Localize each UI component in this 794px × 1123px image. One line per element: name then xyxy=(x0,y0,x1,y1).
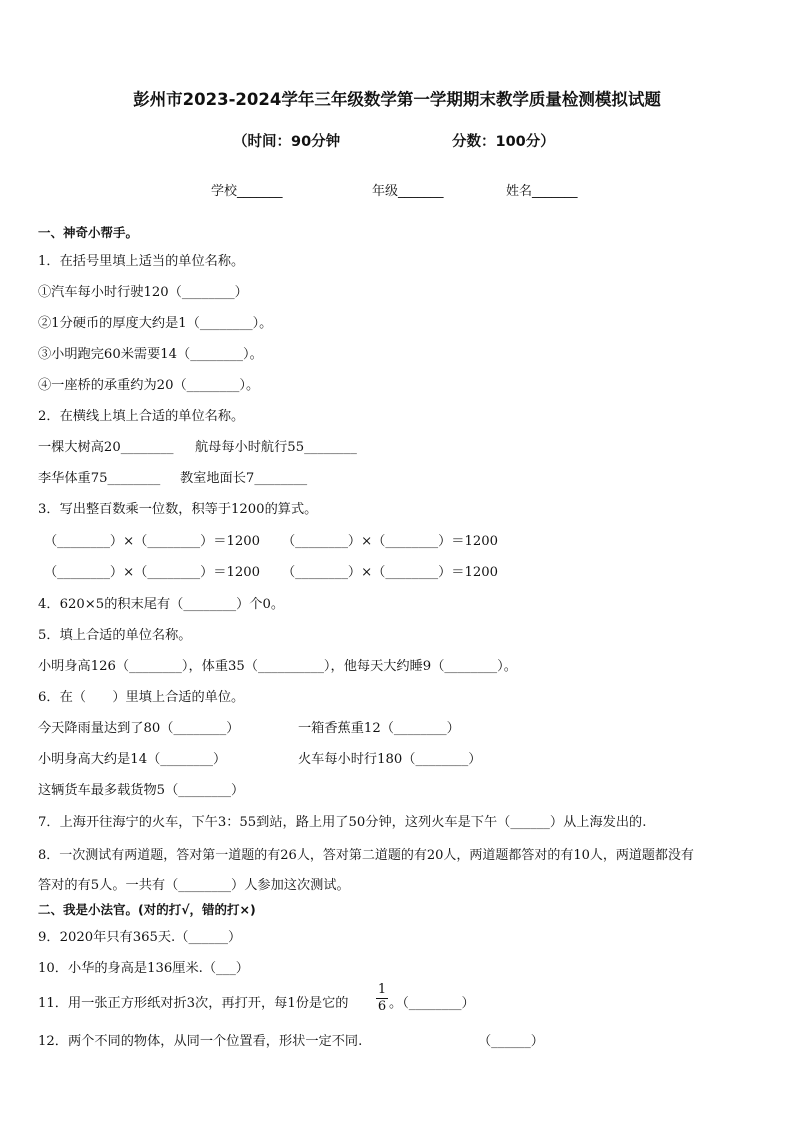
question-5-text: 小明身高126（________），体重35（__________），他每天大约睡9（________）。 xyxy=(38,659,517,674)
question-8-line-2: 答对的有5人。一共有（________）人参加这次测试。 xyxy=(38,878,350,893)
question-6-item-2: 一箱香蕉重12（________） xyxy=(298,721,460,736)
exam-score: 分数：100分） xyxy=(452,134,555,150)
question-2: 2．在横线上填上合适的单位名称。 xyxy=(38,409,245,424)
question-4: 4．620×5的积末尾有（________）个0。 xyxy=(38,597,285,612)
question-11-answer: 。（________） xyxy=(389,996,475,1011)
exam-time: （时间：90分钟 xyxy=(233,134,341,150)
question-6-item-4: 火车每小时行180（________） xyxy=(298,752,482,767)
school-field: 学校_______ xyxy=(211,184,283,199)
question-6-item-3: 小明身高大约是14（________） xyxy=(38,752,227,767)
question-3-eq-1: （________）×（________）＝1200 xyxy=(44,534,261,549)
fraction-denominator: 6 xyxy=(377,999,387,1014)
name-field: 姓名_______ xyxy=(506,184,578,199)
question-6-item-1: 今天降雨量达到了80（________） xyxy=(38,721,240,736)
page-title: 彭州市2023-2024学年三年级数学第一学期期末教学质量检测模拟试题 xyxy=(133,90,661,109)
question-1: 1．在括号里填上适当的单位名称。 xyxy=(38,254,245,269)
question-10: 10．小华的身高是136厘米.（___） xyxy=(38,961,249,976)
question-8-line-1: 8．一次测试有两道题，答对第一道题的有26人，答对第二道题的有20人，两道题都答对的有10人，两道题都没有 xyxy=(38,848,694,863)
question-2-item-4: 教室地面长7________ xyxy=(180,471,308,486)
question-1-item-3: ③小明跑完60米需要14（________）。 xyxy=(38,347,263,362)
question-12: 12．两个不同的物体，从同一个位置看，形状一定不同. xyxy=(38,1034,363,1049)
question-2-item-3: 李华体重75________ xyxy=(38,471,161,486)
question-9: 9．2020年只有365天.（______） xyxy=(38,930,242,945)
fraction-numerator: 1 xyxy=(377,982,387,997)
question-3-eq-4: （________）×（________）＝1200 xyxy=(282,565,499,580)
question-3-eq-3: （________）×（________）＝1200 xyxy=(44,565,261,580)
section-heading-1: 一、神奇小帮手。 xyxy=(38,225,139,240)
section-heading-2: 二、我是小法官。(对的打√，错的打×) xyxy=(38,902,256,917)
grade-field: 年级_______ xyxy=(372,184,444,199)
question-6-item-5: 这辆货车最多载货物5（________） xyxy=(38,783,245,798)
question-2-item-1: 一棵大树高20________ xyxy=(38,440,174,455)
question-3: 3．写出整百数乘一位数，积等于1200的算式。 xyxy=(38,502,318,517)
question-7: 7．上海开往海宁的火车，下午3：55到站，路上用了50分钟，这列火车是下午（______）从上海发出的. xyxy=(38,815,647,830)
question-5: 5．填上合适的单位名称。 xyxy=(38,628,192,643)
question-3-eq-2: （________）×（________）＝1200 xyxy=(282,534,499,549)
question-2-item-2: 航母每小时航行55________ xyxy=(195,440,357,455)
question-11: 11．用一张正方形纸对折3次，再打开，每1份是它的 xyxy=(38,996,349,1011)
question-1-item-2: ②1分硬币的厚度大约是1（________）。 xyxy=(38,316,273,331)
question-12-answer: （______） xyxy=(478,1034,544,1049)
question-1-item-4: ④一座桥的承重约为20（________）。 xyxy=(38,378,260,393)
question-6: 6．在（ ）里填上合适的单位。 xyxy=(38,690,245,705)
fraction-one-sixth xyxy=(376,983,388,1014)
question-1-item-1: ①汽车每小时行驶120（________） xyxy=(38,285,248,300)
